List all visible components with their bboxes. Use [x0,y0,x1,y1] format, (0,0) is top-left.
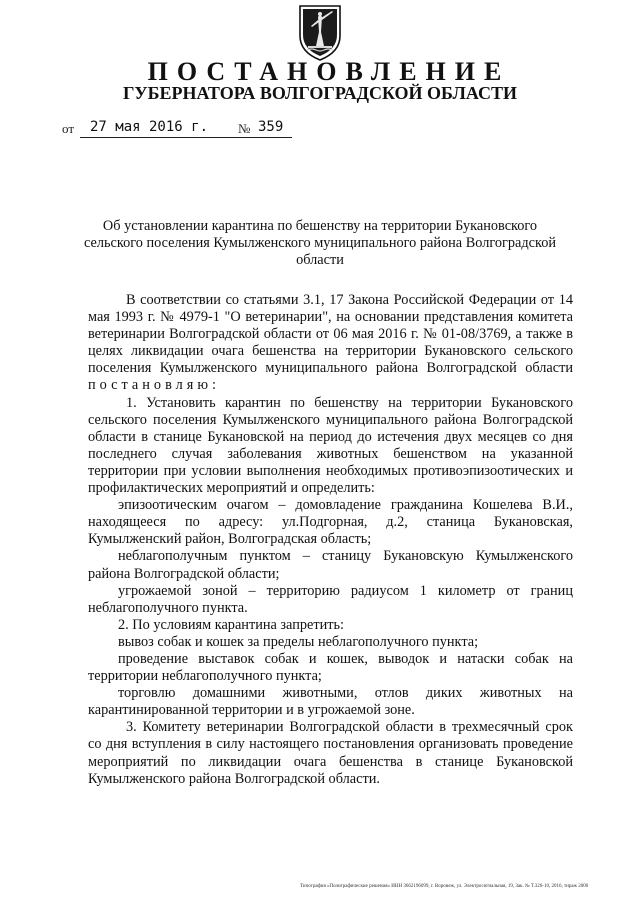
document-date: 27 мая 2016 г. [90,119,209,135]
issuing-authority: ГУБЕРНАТОРА ВОЛГОГРАДСКОЙ ОБЛАСТИ [122,83,518,103]
printer-footer-note: Типография «Полиграфические решения» ИНН 3662196099, г. Воронеж, ул. Электросигнальная, 19, Зак. № Т.326-10, 2016, тираж 2000 [300,884,589,889]
preamble-paragraph [88,292,573,395]
decree-word: постановляю: [88,377,220,394]
item-2-ban-exhibitions: проведение выставок собак и кошек, выводок и натаски собак на территории неблагополучного пункта; [88,650,573,685]
document-body [88,292,573,788]
item-1-epizootic-focus: эпизоотическим очагом – домовладение гражданина Кошелева В.И., находящееся по адресу: ул.Подгорная, д.2, станица Букановская, Кумылженский район, Волгоградская область; [88,497,573,548]
item-2-ban-trade: торговлю домашними животными, отлов диких животных на карантинированной территории и в угрожаемой зоне. [88,685,573,719]
document-type-title: ПОСТАНОВЛЕНИЕ [147,57,511,86]
document-number: 359 [258,119,284,135]
preamble-text: В соответствии со статьями 3.1, 17 Закона Российской Федерации от 14 мая 1993 г. № 4979-1 "О ветеринарии", на основании представления комитета ветеринарии Волгоградской области от 06 мая 2016 г. № 01-08/3769, а также в целях ликвидации очага бешенства на территории Букановского сельского поселения Кумылженского муниципального района Волгоградской области [88,292,573,377]
number-label: № [238,121,251,136]
item-1: 1. Установить карантин по бешенству на территории Букановского сельского поселения Кумылженского муниципального района Волгоградской области в станице Букановской на период до истечения двух месяцев со дня последнего случая заболевания животных бешенством на указанной территории при условии выполнения необходимых противоэпизоотических и профилактических мероприятий и определить: [88,394,573,497]
item-2-ban-export: вывоз собак и кошек за пределы неблагополучного пункта; [118,633,479,650]
number-underline [252,137,292,138]
item-1-unsafe-point: неблагополучным пунктом – станицу Букановскую Кумылженского района Волгоградской области; [88,548,573,582]
volgograd-coat-of-arms-icon [296,2,344,62]
item-2: 2. По условиям карантина запретить: [118,616,344,633]
date-label: от [62,121,75,136]
item-3: 3. Комитету ветеринарии Волгоградской области в трехмесячный срок со дня вступления в силу настоящего постановления организовать проведение мероприятий по ликвидации очага бешенства в станице Букановской Кумылженского района Волгоградской области. [88,719,573,787]
date-underline [80,137,280,138]
document-subject: Об установлении карантина по бешенству на территории Букановского сельского поселения Кумылженского муниципального района Волгоградской области [83,218,556,268]
item-1-threatened-zone: угрожаемой зоной – территорию радиусом 1 километр от границ неблагополучного пункта. [88,582,573,616]
